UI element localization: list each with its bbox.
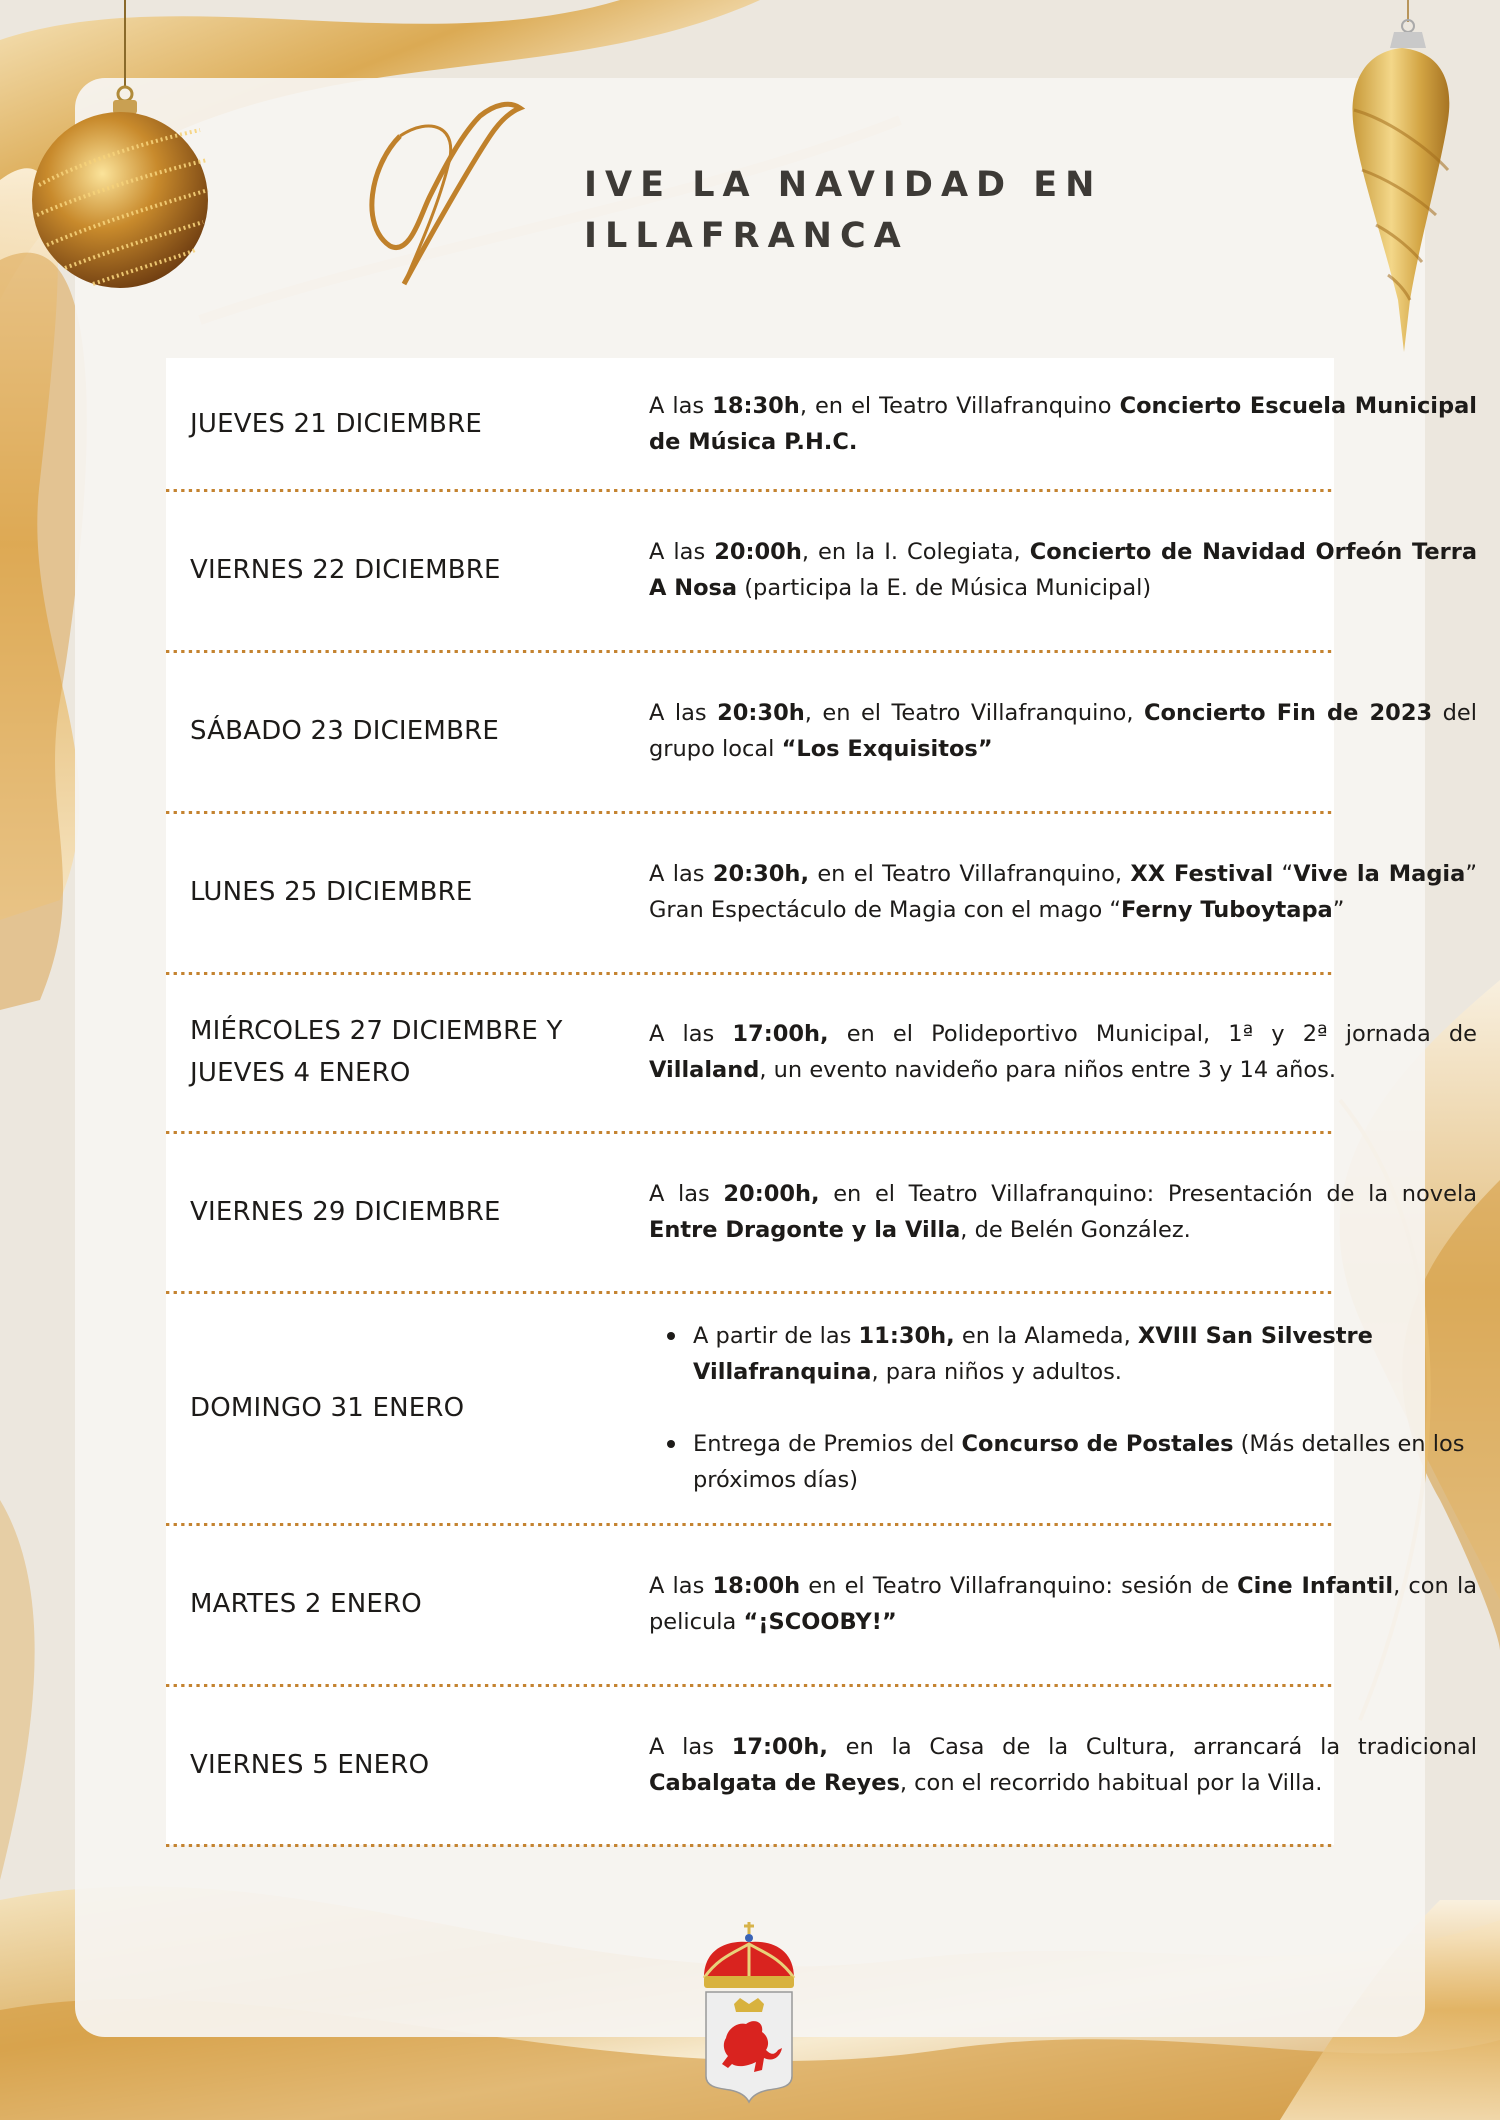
event-text: en el Teatro Villafranquino: sesión de <box>800 1573 1238 1599</box>
event-paragraph <box>649 534 1477 606</box>
title-line-1: IVE LA NAVIDAD EN <box>584 165 1103 205</box>
event-text: A las <box>649 1573 713 1599</box>
event-highlight: 17:00h, <box>732 1021 829 1047</box>
event-date: VIERNES 29 DICIEMBRE <box>190 1196 501 1227</box>
event-description <box>649 973 1477 1131</box>
event-description <box>649 651 1477 811</box>
event-highlight: XVIII San Silvestre Villafranquina <box>693 1322 1373 1385</box>
event-date: VIERNES 5 ENERO <box>190 1749 430 1780</box>
event-text: en la Alameda, <box>954 1322 1138 1349</box>
event-paragraph <box>649 1176 1477 1248</box>
event-date: VIERNES 22 DICIEMBRE <box>190 555 501 585</box>
event-text: Entrega de Premios del <box>693 1430 962 1457</box>
event-text: A las <box>649 392 713 419</box>
event-text: ” <box>1332 897 1345 923</box>
event-row <box>166 490 1477 653</box>
event-description <box>649 490 1477 650</box>
event-text: (Más detalles en los próximos días) <box>693 1430 1465 1493</box>
dotted-divider <box>166 1844 1334 1847</box>
event-text: “ <box>1273 861 1294 887</box>
event-text: A las <box>649 1180 724 1207</box>
event-highlight: 17:00h, <box>731 1733 828 1760</box>
event-text: , para niños y adultos. <box>871 1358 1122 1385</box>
event-highlight: Cine Infantil <box>1237 1573 1394 1599</box>
event-date: DOMINGO 31 ENERO <box>190 1392 465 1423</box>
event-text: A partir de las <box>693 1322 859 1349</box>
event-highlight: Concurso de Postales <box>961 1430 1234 1457</box>
title-line-2: ILLAFRANCA <box>584 216 909 256</box>
title-initial-v <box>360 96 560 286</box>
event-description <box>649 1685 1477 1844</box>
event-date: LUNES 25 DICIEMBRE <box>190 877 473 907</box>
event-highlight: 20:00h <box>714 539 802 565</box>
event-text: A las <box>649 700 718 726</box>
event-text: en el Teatro Villafranquino: Presentación de la novela <box>819 1180 1477 1207</box>
event-text: , con el recorrido habitual por la Villa. <box>899 1769 1323 1796</box>
event-text: , en la I. Colegiata, <box>801 539 1030 565</box>
event-paragraph <box>649 1568 1477 1640</box>
event-row <box>166 358 1478 492</box>
event-highlight: Cabalgata de Reyes <box>649 1769 900 1796</box>
event-date: SÁBADO 23 DICIEMBRE <box>190 716 499 746</box>
event-text: ” Gran Espectáculo de Magia con el mago “ <box>649 861 1477 923</box>
event-text: (participa la E. de Música Municipal) <box>737 575 1152 601</box>
event-highlight: Villaland <box>649 1057 760 1083</box>
event-paragraph <box>649 388 1477 460</box>
event-text: , de Belén González. <box>960 1216 1191 1243</box>
coat-of-arms-icon <box>698 1918 800 2104</box>
event-row <box>166 1132 1477 1294</box>
event-text: en el Polideportivo Municipal, 1ª y 2ª jornada de <box>828 1021 1477 1047</box>
bullet-icon <box>667 1332 675 1340</box>
event-row <box>166 651 1477 814</box>
title-initial-text: V <box>360 96 361 97</box>
event-paragraph <box>649 856 1477 928</box>
gold-ball-ornament-icon <box>25 0 225 300</box>
event-text: del grupo local <box>649 700 1477 762</box>
event-text: A las <box>649 1021 733 1047</box>
event-highlight: “¡SCOOBY!” <box>743 1609 897 1635</box>
event-highlight: Ferny Tuboytapa <box>1121 897 1333 923</box>
event-row <box>166 1685 1477 1847</box>
event-description <box>649 812 1477 972</box>
event-date: MARTES 2 ENERO <box>190 1589 422 1619</box>
event-text: , un evento navideño para niños entre 3 y 14 años. <box>759 1057 1337 1083</box>
event-highlight: Vive la Magia <box>1293 861 1466 887</box>
bullet-icon <box>667 1440 675 1448</box>
event-text: A las <box>649 1733 732 1760</box>
event-text: , en el Teatro Villafranquino <box>799 392 1120 419</box>
event-text: A las <box>649 861 713 887</box>
event-highlight: “Los Exquisitos” <box>781 736 993 762</box>
event-text: A las <box>649 539 715 565</box>
event-highlight: Concierto de Navidad Orfeón Terra A Nosa <box>649 539 1477 601</box>
event-row <box>166 973 1477 1134</box>
event-highlight: 20:30h, <box>712 861 809 887</box>
event-text: , con la pelicula <box>649 1573 1477 1635</box>
event-description <box>649 358 1477 489</box>
gold-icicle-ornament-icon <box>1340 0 1465 360</box>
event-highlight: 18:00h <box>712 1573 801 1599</box>
event-highlight: 18:30h <box>712 392 800 419</box>
event-highlight: XX Festival <box>1130 861 1274 887</box>
event-paragraph <box>649 695 1477 767</box>
event-date: MIÉRCOLES 27 DICIEMBRE Y JUEVES 4 ENERO <box>190 1016 563 1088</box>
event-highlight: Concierto Fin de 2023 <box>1143 700 1433 726</box>
event-bullet-item <box>693 1426 1477 1498</box>
event-description <box>649 1132 1477 1291</box>
events-table <box>166 358 1478 1845</box>
event-highlight: 20:00h, <box>723 1180 820 1207</box>
event-paragraph <box>649 1016 1477 1088</box>
event-date: JUEVES 21 DICIEMBRE <box>190 408 482 439</box>
event-bullet-item <box>693 1318 1477 1390</box>
event-row <box>166 812 1477 975</box>
event-paragraph <box>649 1729 1477 1801</box>
event-highlight: Entre Dragonte y la Villa <box>649 1216 961 1243</box>
event-description <box>649 1524 1477 1684</box>
event-bullet-list <box>649 1318 1477 1498</box>
event-highlight: Concierto Escuela Municipal de Música P.H.C. <box>649 392 1478 455</box>
event-row <box>166 1524 1477 1687</box>
page-title <box>584 160 1102 262</box>
event-text: en la Casa de la Cultura, arrancará la tradicional <box>827 1733 1477 1760</box>
event-highlight: 20:30h <box>717 700 805 726</box>
event-description <box>649 1292 1477 1523</box>
event-highlight: 11:30h, <box>858 1322 955 1349</box>
event-text: , en el Teatro Villafranquino, <box>804 700 1144 726</box>
event-row <box>166 1292 1465 1526</box>
event-text: en el Teatro Villafranquino, <box>809 861 1131 887</box>
